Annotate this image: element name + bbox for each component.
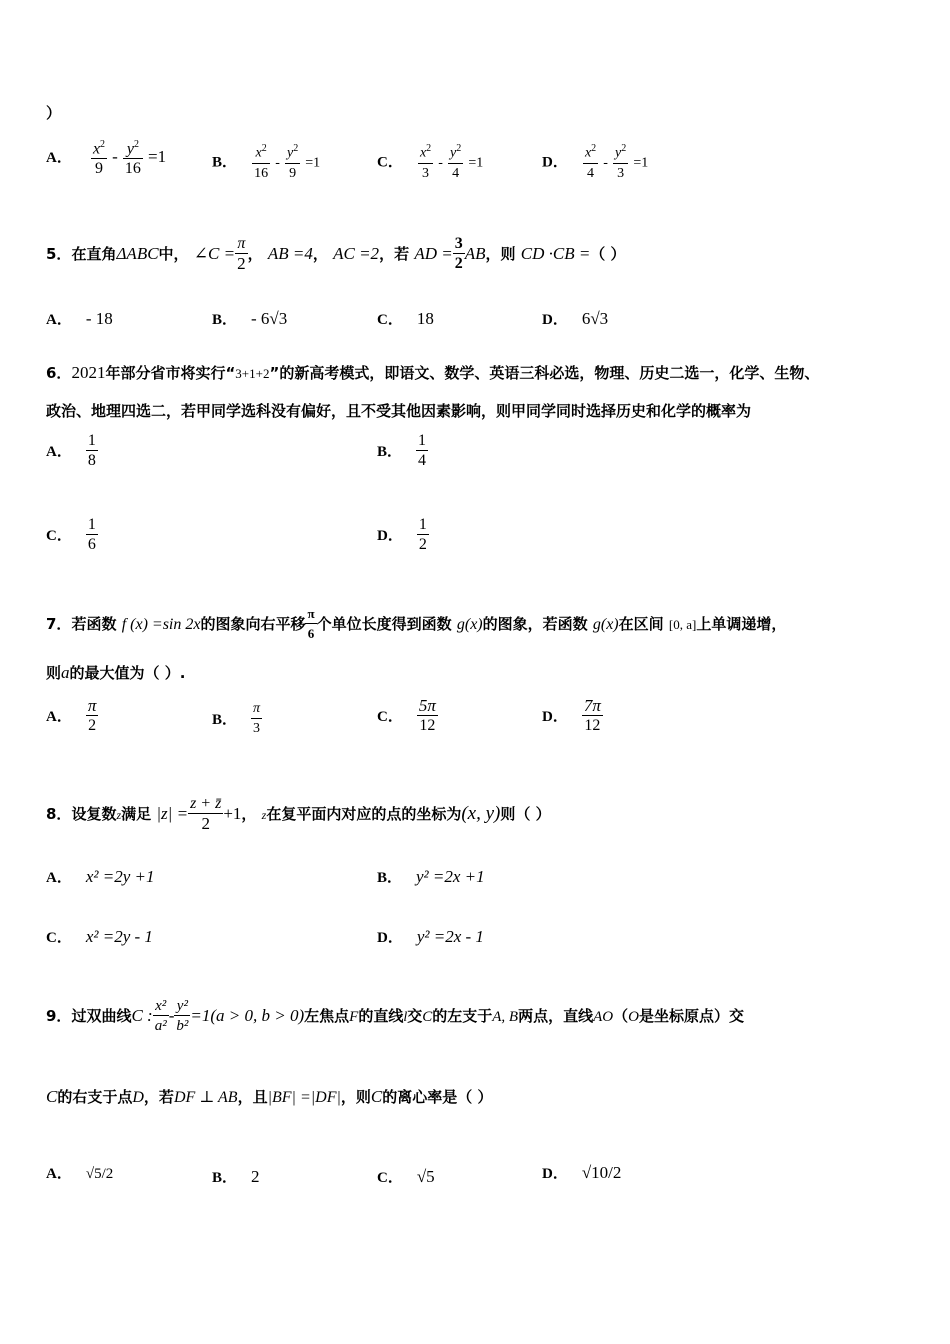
q5-option-c[interactable]: C． 18 bbox=[377, 309, 434, 328]
q9-stem-line2: C的右支于点D，若DF ⊥ AB，且|BF| =|DF|，则C的离心率是（ ） bbox=[46, 1087, 493, 1106]
q4-option-a[interactable]: A． $\frac{x^2}{9}$ - $\frac{y^2}{16}$ =1 bbox=[46, 136, 166, 179]
q7-stem-line2: 则a的最大值为（ ）. bbox=[46, 663, 186, 682]
q4-closing-paren: ） bbox=[46, 104, 62, 122]
q5-option-d[interactable]: D． 6√3 bbox=[542, 309, 609, 328]
q4-option-b[interactable]: B． $\frac{x^2}{16}$ - $\frac{y^2}{9}$ =1 bbox=[212, 140, 320, 184]
q6-stem-line2: 政治、地理四选二，若甲同学选科没有偏好，且不受其他因素影响，则甲同学同时选择历史和化学的概率为 bbox=[46, 402, 752, 420]
q5-option-a[interactable]: A． - 18 bbox=[46, 309, 113, 328]
q9-option-b[interactable]: B． 2 bbox=[212, 1167, 260, 1186]
q9-option-a[interactable]: A． √5/2 bbox=[46, 1166, 114, 1182]
q4-option-d[interactable]: D． $\frac{x^2}{4}$ - $\frac{y^2}{3}$ =1 bbox=[542, 140, 648, 184]
q6-option-d[interactable]: D． $\frac{1}{2}$ bbox=[377, 516, 427, 553]
q6-option-a[interactable]: A． $\frac{1}{8}$ bbox=[46, 432, 96, 469]
q4-option-c[interactable]: C． $\frac{x^2}{3}$ - $\frac{y^2}{4}$ =1 bbox=[377, 140, 483, 184]
q8-option-d[interactable]: D． y² =2x - 1 bbox=[377, 927, 484, 946]
q7-option-d[interactable]: D． $\frac{7\pi}{12}$ bbox=[542, 696, 601, 734]
q5-stem: 5．在直角ΔABC中， ∠C = $\frac{\pi}{2}$ ， AB =4， AC =2，若 AD = $\frac{3}{2}$ AB，则 CD ·CB =（ ） bbox=[46, 235, 626, 273]
q7-stem-line1: 7．若函数 f (x) =sin 2x的图象向右平移 $\frac{\pi}{6}$ 个单位长度得到函数 g(x)的图象，若函数 g(x)在区间 [0, a]上单调递增， bbox=[46, 606, 787, 641]
q7-option-c[interactable]: C． $\frac{5\pi}{12}$ bbox=[377, 696, 436, 734]
q5-option-b[interactable]: B． - 6√3 bbox=[212, 309, 288, 328]
q8-stem: 8．设复数z满足 |z| = $\frac{z + z̄}{2}$ +1， z在复平面内对应的点的坐标为(x, y)则（ ） bbox=[46, 795, 551, 833]
q7-option-a[interactable]: A． $\frac{\pi}{2}$ bbox=[46, 696, 97, 734]
q8-option-b[interactable]: B． y² =2x +1 bbox=[377, 867, 485, 886]
q6-option-c[interactable]: C． $\frac{1}{6}$ bbox=[46, 516, 96, 553]
q9-option-c[interactable]: C． √5 bbox=[377, 1167, 435, 1186]
q6-stem-line1: 6．2021年部分省市将实行“3+1+2”的新高考模式，即语文、数学、英语三科必选，物理、历史二选一，化学、生物、 bbox=[46, 363, 820, 382]
q7-option-b[interactable]: B． $\frac{\pi}{3}$ bbox=[212, 701, 261, 736]
q9-stem-line1: 9．过双曲线C : $\frac{\text{x²}}{\text{a²}}$ - $\frac{\text{y²}}{\text{b²}}$ =1(a > 0, b > 0)左焦点F的直线l交C的左支于A, B两点，直线AO（O是坐标原点）交 bbox=[46, 998, 744, 1034]
q9-option-d[interactable]: D． √10/2 bbox=[542, 1163, 622, 1182]
option-label: A． bbox=[46, 150, 72, 167]
q8-option-c[interactable]: C． x² =2y - 1 bbox=[46, 927, 153, 946]
q6-option-b[interactable]: B． $\frac{1}{4}$ bbox=[377, 432, 427, 469]
q8-option-a[interactable]: A． x² =2y +1 bbox=[46, 867, 155, 886]
